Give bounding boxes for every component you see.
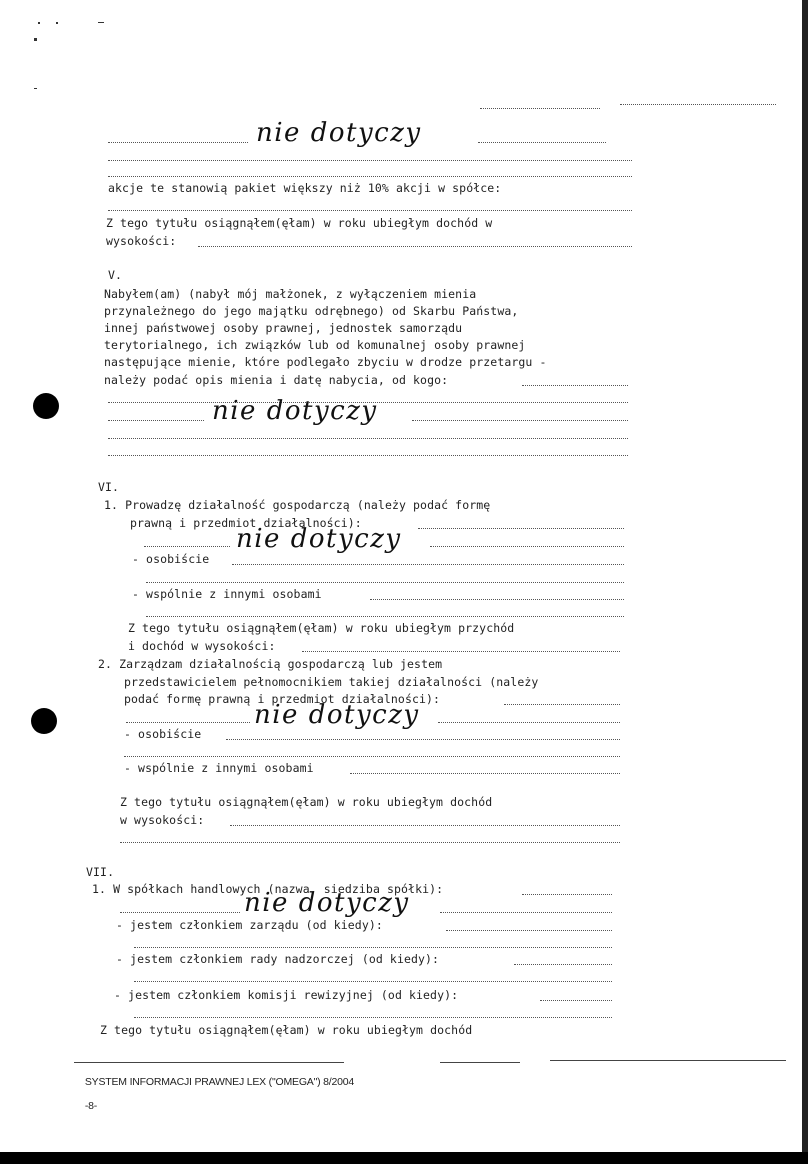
dotted-line (120, 912, 240, 913)
dotted-line (302, 651, 620, 652)
punch-hole (33, 393, 59, 419)
dotted-line (478, 142, 606, 143)
handwritten-annotation: nie dotyczy (244, 888, 410, 918)
section7-line: - jestem członkiem rady nadzorczej (od kiedy): (116, 952, 447, 966)
dotted-line (126, 722, 250, 723)
scan-speck (34, 38, 37, 41)
section-heading: VI. (98, 480, 120, 494)
dotted-line (226, 739, 620, 740)
dotted-line (480, 108, 600, 109)
footer-rule (550, 1060, 786, 1061)
section7-line: - jestem członkiem zarządu (od kiedy): (116, 918, 390, 932)
dotted-line (418, 528, 624, 529)
section7-line: 1. W spółkach handlowych (nazwa, siedziba spółki): (92, 882, 451, 896)
section7-line: Z tego tytułu osiągnąłem(ęłam) w roku ubiegłym dochód (100, 1023, 473, 1037)
dotted-line (144, 546, 230, 547)
handwritten-annotation: nie dotyczy (256, 118, 422, 148)
section6-line: podać formę prawną i przedmiot działalności): (124, 692, 448, 706)
section4-line: akcje te stanowią pakiet większy niż 10% akcji w spółce: (108, 181, 502, 195)
dotted-line (522, 894, 612, 895)
dotted-line (108, 142, 248, 143)
dotted-line (134, 981, 612, 982)
section-heading: V. (108, 268, 123, 282)
dotted-line (134, 1017, 612, 1018)
dotted-line (350, 773, 620, 774)
section-heading: VII. (86, 865, 115, 879)
section6-line: - osobiście (132, 552, 217, 566)
section5-line: Nabyłem(am) (nabył mój małżonek, z wyłączeniem mienia (104, 287, 477, 301)
section6-line: i dochód w wysokości: (128, 639, 283, 653)
section6-line: prawną i przedmiot działalności): (130, 516, 369, 530)
dotted-line (430, 546, 624, 547)
punch-hole (31, 708, 57, 734)
section6-line: przedstawicielem pełnomocnikiem takiej działalności (należy (124, 675, 539, 689)
dotted-line (108, 210, 632, 211)
section6-line: w wysokości: (120, 813, 212, 827)
dotted-line (232, 564, 624, 565)
section6-line: - osobiście (124, 727, 209, 741)
dotted-line (124, 756, 620, 757)
footer-rule (74, 1062, 344, 1063)
dotted-line (514, 964, 612, 965)
section5-line: przynależnego do jego majątku odrębnego) od Skarbu Państwa, (104, 304, 519, 318)
handwritten-annotation: nie dotyczy (236, 524, 402, 554)
handwritten-annotation: nie dotyczy (212, 396, 378, 426)
handwritten-annotation: nie dotyczy (254, 700, 420, 730)
footer-source-text: SYSTEM INFORMACJI PRAWNEJ LEX ("OMEGA") 8/2004 (84, 1076, 355, 1088)
dotted-line (108, 176, 632, 177)
footer-source (74, 1064, 354, 1124)
scan-edge-right (802, 0, 808, 1164)
section5-line: należy podać opis mienia i datę nabycia, od kogo: (104, 373, 456, 387)
section4-line: Z tego tytułu osiągnąłem(ęłam) w roku ubiegłym dochód w (106, 216, 493, 230)
scan-speck (56, 22, 58, 24)
scan-speck (98, 22, 104, 23)
section6-line: Z tego tytułu osiągnąłem(ęłam) w roku ubiegłym dochód (120, 795, 493, 809)
dotted-line (438, 722, 620, 723)
dotted-line (440, 912, 612, 913)
dotted-line (108, 438, 628, 439)
dotted-line (230, 825, 620, 826)
section6-line: Z tego tytułu osiągnąłem(ęłam) w roku ubiegłym przychód (128, 621, 515, 635)
dotted-line (120, 842, 620, 843)
section5-line: terytorialnego, ich związków lub od komunalnej osoby prawnej (104, 338, 526, 352)
dotted-line (198, 246, 632, 247)
dotted-line (412, 420, 628, 421)
dotted-line (146, 582, 624, 583)
dotted-line (504, 704, 620, 705)
section5-line: innej państwowej osoby prawnej, jednostek samorządu (104, 321, 463, 335)
section6-line: 1. Prowadzę działalność gospodarczą (należy podać formę (104, 498, 491, 512)
dotted-line (134, 947, 612, 948)
dotted-line (108, 160, 632, 161)
section6-line: - wspólnie z innymi osobami (124, 761, 321, 775)
scan-speck (38, 22, 40, 24)
dotted-line (620, 104, 776, 105)
scan-edge-bottom (0, 1152, 808, 1164)
section4-line: wysokości: (106, 234, 184, 248)
dotted-line (540, 1000, 612, 1001)
dotted-line (522, 385, 628, 386)
section6-line: - wspólnie z innymi osobami (132, 587, 329, 601)
page-number: -8- (84, 1100, 98, 1112)
dotted-line (370, 599, 624, 600)
dotted-line (146, 616, 624, 617)
section6-line: 2. Zarządzam działalnością gospodarczą lub jestem (98, 657, 443, 671)
scan-speck (34, 88, 37, 89)
section7-line: - jestem członkiem komisji rewizyjnej (od kiedy): (114, 988, 466, 1002)
section5-line: następujące mienie, które podlegało zbyciu w drodze przetargu - (104, 355, 547, 369)
footer-rule (440, 1062, 520, 1063)
dotted-line (108, 455, 628, 456)
dotted-line (108, 420, 204, 421)
dotted-line (446, 930, 612, 931)
